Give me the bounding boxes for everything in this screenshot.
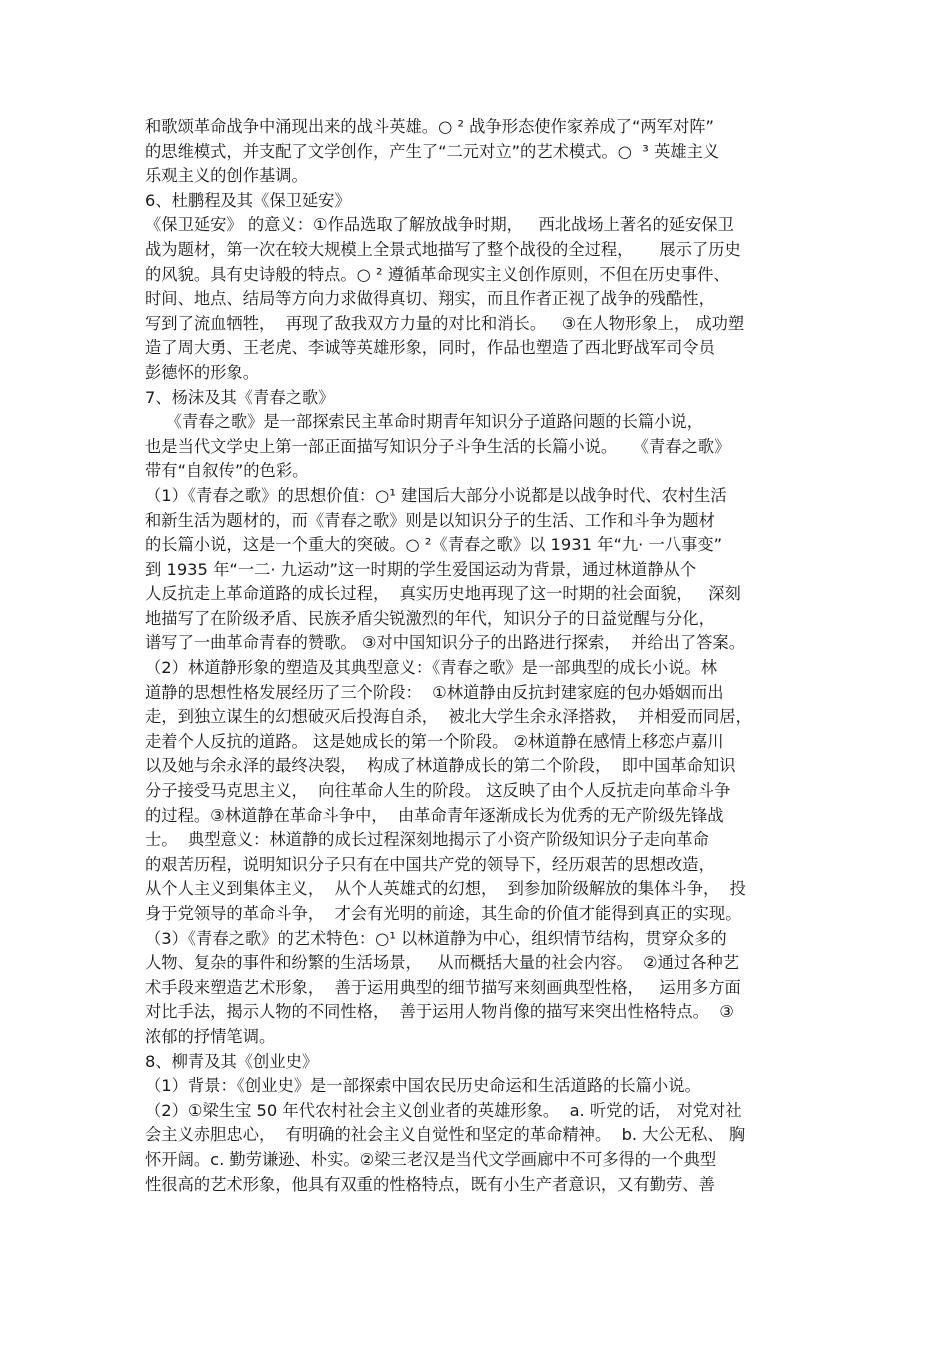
text-line: （1）《青春之歌》的思想价值：○¹ 建国后大部分小说都是以战争时代、农村生活	[145, 485, 727, 505]
text-line: 彭德怀的形象。	[145, 362, 259, 382]
text-line: 人物、复杂的事件和纷繁的生活场景， 从而概括大量的社会内容。 ②通过各种艺	[145, 953, 740, 973]
text-line: 和歌颂革命战争中涌现出来的战斗英雄。○ ² 战争形态使作家养成了“两军对阵”	[145, 117, 714, 136]
text-line: 性很高的艺术形象，他具有双重的性格特点，既有小生产者意识，又有勤劳、善	[145, 1174, 715, 1194]
text-line: 地描写了在阶级矛盾、民族矛盾尖锐激烈的年代，知识分子的日益觉醒与分化，	[145, 608, 715, 628]
text-line: 道静的思想性格发展经历了三个阶段： ①林道静由反抗封建家庭的包办婚姻而出	[145, 682, 724, 702]
text-line: 的艰苦历程，说明知识分子只有在中国共产党的领导下，经历艰苦的思想改造，	[145, 854, 715, 874]
text-line: （2）林道静形象的塑造及其典型意义：《青春之歌》是一部典型的成长小说。林	[145, 658, 718, 678]
text-line: 时间、地点、结局等方向力求做得真切、翔实，而且作者正视了战争的残酷性，	[145, 289, 715, 309]
text-line: 对比手法，揭示人物的不同性格， 善于运用人物肖像的描写来突出性格特点。 ③	[145, 1002, 734, 1022]
section-heading-7: 7、杨沫及其《青春之歌》	[145, 387, 335, 407]
text-line: 士。 典型意义：林道静的成长过程深刻地揭示了小资产阶级知识分子走向革命	[145, 830, 709, 850]
text-line: 走着个人反抗的道路。 这是她成长的第一个阶段。 ②林道静在感情上移恋卢嘉川	[145, 731, 724, 751]
section-heading-8: 8、柳青及其《创业史》	[145, 1051, 319, 1071]
text-line: （2）①梁生宝 50 年代农村社会主义创业者的英雄形象。 a. 听党的话， 对党对社	[145, 1100, 742, 1120]
text-line: 写到了流血牺牲， 再现了敌我双方力量的对比和消长。 ③在人物形象上， 成功塑	[145, 313, 745, 333]
text-line: 乐观主义的创作基调。	[145, 166, 308, 186]
text-line: 的过程。③林道静在革命斗争中， 由革命青年逐渐成长为优秀的无产阶级先锋战	[145, 805, 724, 825]
text-line: 走，到独立谋生的幻想破灭后投海自杀， 被北大学生余永泽搭救， 并相爱而同居，	[145, 707, 752, 727]
text-line: 造了周大勇、王老虎、李诚等英雄形象，同时，作品也塑造了西北野战军司令员	[145, 338, 715, 358]
text-line: 战为题材，第一次在较大规模上全景式地描写了整个战役的全过程， 展示了历史	[145, 239, 741, 259]
text-line: 和新生活为题材的，而《青春之歌》则是以知识分子的生活、工作和斗争为题材	[145, 510, 715, 530]
text-line: 带有“自叙传”的色彩。	[145, 461, 309, 481]
text-line: 人反抗走上革命道路的成长过程， 真实历史地再现了这一时期的社会面貌， 深刻	[145, 584, 741, 604]
text-line: 《保卫延安》 的意义：①作品选取了解放战争时期， 西北战场上著名的延安保卫	[145, 215, 734, 235]
text-line: 会主义赤胆忠心， 有明确的社会主义自觉性和坚定的革命精神。 b. 大公无私、 胸	[145, 1125, 746, 1145]
text-line: 浓郁的抒情笔调。	[145, 1026, 276, 1046]
document-body	[145, 115, 825, 1197]
text-line: 也是当代文学史上第一部正面描写知识分子斗争生活的长篇小说。 《青春之歌》	[145, 436, 731, 456]
text-line: 以及她与余永泽的最终决裂， 构成了林道静成长的第二个阶段， 即中国革命知识	[145, 756, 736, 776]
text-line: （3）《青春之歌》的艺术特色：○¹ 以林道静为中心，组织情节结构，贯穿众多的	[145, 928, 727, 948]
text-line: 分子接受马克思主义， 向往革命人生的阶段。 这反映了由个人反抗走向革命斗争	[145, 781, 731, 801]
text-line: 的思维模式，并支配了文学创作，产生了“二元对立”的艺术模式。○ ³ 英雄主义	[145, 141, 720, 161]
text-line: 的风貌。具有史诗般的特点。○ ² 遵循革命现实主义创作原则，不但在历史事件、	[145, 264, 730, 284]
text-line: 《青春之歌》是一部探索民主革命时期青年知识分子道路问题的长篇小说，	[145, 412, 703, 432]
text-line: 从个人主义到集体主义， 从个人英雄式的幻想， 到参加阶级解放的集体斗争， 投	[145, 879, 746, 899]
text-line: 到 1935 年“一二· 九运动”这一时期的学生爱国运动为背景，通过林道静从个	[145, 559, 697, 579]
text-line: （1）背景：《创业史》是一部探索中国农民历史命运和生活道路的长篇小说。	[145, 1076, 701, 1096]
text-line: 身于党领导的革命斗争， 才会有光明的前途，其生命的价值才能得到真正的实现。	[145, 904, 742, 923]
text-line: 谱写了一曲革命青春的赞歌。 ③对中国知识分子的出路进行探索， 并给出了答案。	[145, 633, 745, 653]
text-line: 怀开阔。c. 勤劳谦逊、朴实。②梁三老汉是当代文学画廊中不可多得的一个典型	[145, 1149, 717, 1169]
text-line: 术手段来塑造艺术形象， 善于运用典型的细节描写来刻画典型性格， 运用多方面	[145, 977, 741, 997]
section-heading-6: 6、杜鹏程及其《保卫延安》	[145, 190, 351, 210]
text-line: 的长篇小说，这是一个重大的突破。○ ²《青春之歌》以 1931 年“九· 一八事变”	[145, 535, 723, 555]
